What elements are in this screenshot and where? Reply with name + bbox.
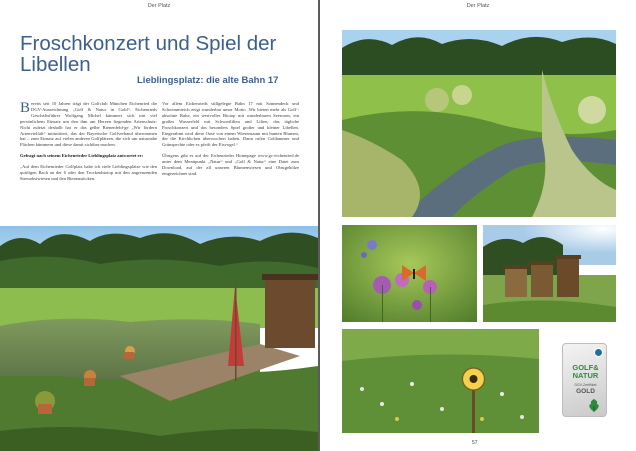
badge-line-golf: GOLF& NATUR <box>572 363 599 380</box>
page-number: 57 <box>472 440 478 446</box>
golf-natur-gold-badge <box>562 343 607 417</box>
dgv-logo-icon <box>594 348 603 357</box>
text-column-2 <box>162 101 299 182</box>
drop-cap: B <box>20 100 31 116</box>
paragraph-text: „Auf dem Eichenrieder Golfplatz habe ich viele Lieblingsplätze wie den quirligen Bach an der 6 oder den Trockenbiotop mit den angrenzenden Streuobstwiesen und den Bienenstöcken. <box>20 164 157 181</box>
badge-certificate-label: DGV-Zertifikat <box>574 383 597 387</box>
running-head-left: Der Platz <box>147 3 171 9</box>
stream-meadow-photo <box>342 30 616 217</box>
paragraph-text: Vor allem Eichenrieds stillgelegte Bahn 17 mit Sonnendeck und Schwimmteich zeigt wunderbar unser Motto ‚Wir bieten mehr als Golf‘: absolute Ruhe, ein wertvolles Biotop mit wunderbaren Seerosen, ein großes Wasserfeld mit Schwertlilien und Lilien, das tägliche Froschkonzert und das besonders Spiel großer und kleiner Libellen. Eingerahmt wird diese Oase von einem Wiesensaum mit bunten Blumen, der die Kirchlichen überwuchert haben. Dann rufen Goldammer und Grünspechte oder es pfeift der Eisvogel.“ <box>162 101 299 148</box>
beehive-photo <box>483 225 616 322</box>
pond-deck-photo <box>0 226 318 451</box>
article-title: Froschkonzert und Spiel der Libellen <box>20 32 277 76</box>
paragraph-text: ereits seit 10 Jahren trägt der Golfclub München Eichenried die DGV-Auszeichnung „Golf & Natur in Gold“. Eichenrieds Geschäftsführer Wolfgang Michel kümmert sich mit viel persönlichem Einsatz um den ihm am Herzen liegenden Artenschutz: Nicht zuletzt deshalb hat er das gelbe Bienenfeld-ge „Wir fördern Artenvielfalt“ mitinitiiert, das der Bayerische Golfverband überommen hat – zum Einsatz auf vielen anderen Golfplätzen, die sich um naturnahe Flächen kümmern und diese damit sichtbar machen. <box>20 101 157 148</box>
paragraph-text: Übrigens gibt es auf der Eichenrieder Homepage www.gc-eichenried.de unter dem Menüpunkt „Natur“ und „Golf & Natur“ eine Datei zum Download, auf der all unseren Blumenwiesen und Obstgehölze eingezeichnet sind. <box>162 153 299 176</box>
meadow-sign-photo <box>342 329 539 433</box>
badge-gold-label: GOLD <box>576 388 595 395</box>
question-heading: Gefragt nach seinem Eichenrieder Lieblingsplatz antwortet er: <box>20 153 144 159</box>
butterfly-flowers-photo <box>342 225 477 322</box>
running-head-right: Der Platz <box>466 3 490 9</box>
text-column-1 <box>20 101 157 187</box>
article-subtitle: Lieblingsplatz: die alte Bahn 17 <box>137 75 279 86</box>
oak-leaf-icon <box>587 398 601 412</box>
paragraph <box>20 101 157 148</box>
